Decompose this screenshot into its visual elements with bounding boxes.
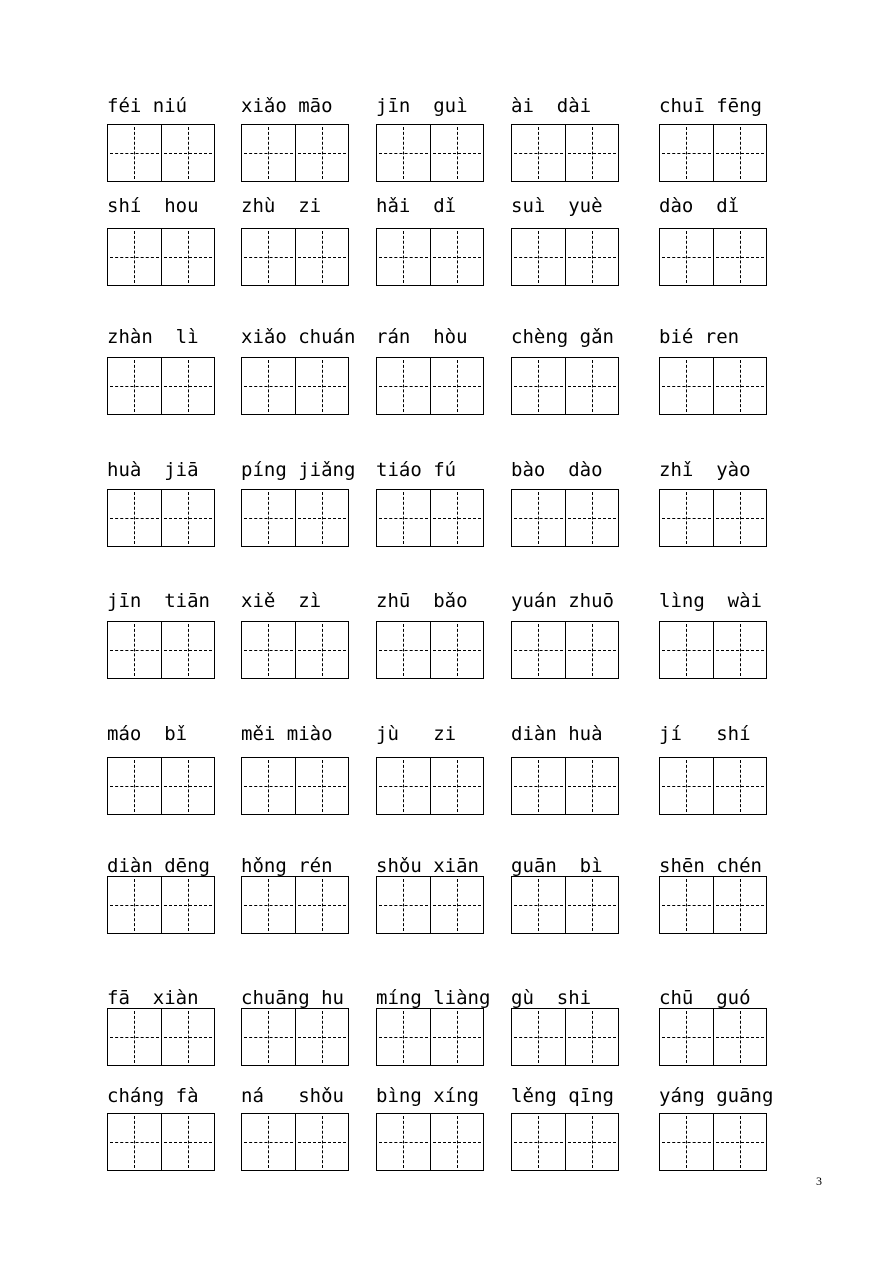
tian-zi-box[interactable]	[161, 758, 214, 814]
tian-zi-box[interactable]	[242, 1009, 295, 1065]
pinyin-label: xiě zì	[241, 590, 322, 612]
tian-zi-box[interactable]	[713, 229, 766, 285]
writing-grid[interactable]	[107, 876, 215, 934]
tian-zi-box[interactable]	[377, 622, 430, 678]
tian-zi-box[interactable]	[161, 877, 214, 933]
tian-zi-box[interactable]	[242, 490, 295, 546]
tian-zi-box[interactable]	[430, 490, 483, 546]
writing-grid[interactable]	[659, 489, 767, 547]
writing-grid[interactable]	[107, 489, 215, 547]
pinyin-label: měi miào	[241, 723, 333, 745]
tian-zi-box[interactable]	[565, 622, 618, 678]
tian-zi-box[interactable]	[108, 877, 161, 933]
tian-zi-box[interactable]	[377, 877, 430, 933]
tian-zi-box[interactable]	[565, 1114, 618, 1170]
pinyin-label: rán hòu	[376, 326, 468, 348]
tian-zi-box[interactable]	[108, 358, 161, 414]
writing-grid[interactable]	[107, 757, 215, 815]
tian-zi-box[interactable]	[295, 1114, 348, 1170]
tian-zi-box[interactable]	[242, 877, 295, 933]
tian-zi-box[interactable]	[713, 125, 766, 181]
writing-grid[interactable]	[241, 757, 349, 815]
tian-zi-box[interactable]	[242, 622, 295, 678]
writing-grid[interactable]	[376, 489, 484, 547]
writing-grid[interactable]	[376, 1008, 484, 1066]
pinyin-label: tiáo fú	[376, 459, 457, 481]
tian-zi-box[interactable]	[660, 877, 713, 933]
pinyin-label: yáng guāng	[659, 1085, 774, 1107]
pinyin-label: xiǎo chuán	[241, 326, 356, 348]
tian-zi-box[interactable]	[161, 490, 214, 546]
tian-zi-box[interactable]	[242, 1114, 295, 1170]
tian-zi-box[interactable]	[660, 490, 713, 546]
pinyin-label: diàn huà	[511, 723, 603, 745]
tian-zi-box[interactable]	[512, 758, 565, 814]
writing-grid[interactable]	[659, 876, 767, 934]
tian-zi-box[interactable]	[161, 622, 214, 678]
pinyin-label: zhū bǎo	[376, 590, 468, 612]
tian-zi-box[interactable]	[713, 358, 766, 414]
tian-zi-box[interactable]	[512, 1114, 565, 1170]
pinyin-label: bìng xíng	[376, 1085, 479, 1107]
pinyin-label: shǒu xiān	[376, 855, 479, 877]
writing-grid[interactable]	[241, 1008, 349, 1066]
tian-zi-box[interactable]	[295, 125, 348, 181]
tian-zi-box[interactable]	[161, 125, 214, 181]
tian-zi-box[interactable]	[713, 877, 766, 933]
tian-zi-box[interactable]	[295, 877, 348, 933]
writing-grid[interactable]	[511, 1113, 619, 1171]
tian-zi-box[interactable]	[430, 1009, 483, 1065]
tian-zi-box[interactable]	[108, 125, 161, 181]
pinyin-label: ná shǒu	[241, 1085, 344, 1107]
writing-grid[interactable]	[241, 489, 349, 547]
writing-grid[interactable]	[376, 1113, 484, 1171]
tian-zi-box[interactable]	[377, 758, 430, 814]
pinyin-label: diàn dēng	[107, 855, 210, 877]
tian-zi-box[interactable]	[295, 358, 348, 414]
tian-zi-box[interactable]	[108, 490, 161, 546]
tian-zi-box[interactable]	[161, 1114, 214, 1170]
pinyin-label: zhù zi	[241, 195, 322, 217]
tian-zi-box[interactable]	[295, 758, 348, 814]
pinyin-label: gù shi	[511, 987, 592, 1009]
pinyin-label: bié ren	[659, 326, 740, 348]
pinyin-label: máo bǐ	[107, 723, 188, 745]
writing-grid[interactable]	[511, 1008, 619, 1066]
tian-zi-box[interactable]	[108, 1114, 161, 1170]
tian-zi-box[interactable]	[660, 1009, 713, 1065]
pinyin-label: jīn guì	[376, 95, 468, 117]
tian-zi-box[interactable]	[565, 490, 618, 546]
tian-zi-box[interactable]	[377, 358, 430, 414]
pinyin-label: chuī fēng	[659, 95, 762, 117]
writing-grid[interactable]	[107, 124, 215, 182]
writing-grid[interactable]	[659, 1008, 767, 1066]
tian-zi-box[interactable]	[512, 125, 565, 181]
tian-zi-box[interactable]	[660, 622, 713, 678]
pinyin-label: píng jiǎng	[241, 459, 356, 481]
tian-zi-box[interactable]	[565, 877, 618, 933]
tian-zi-box[interactable]	[565, 1009, 618, 1065]
pinyin-label: huà jiā	[107, 459, 199, 481]
tian-zi-box[interactable]	[161, 1009, 214, 1065]
pinyin-label: cháng fà	[107, 1085, 199, 1107]
tian-zi-box[interactable]	[713, 1114, 766, 1170]
tian-zi-box[interactable]	[660, 358, 713, 414]
tian-zi-box[interactable]	[713, 622, 766, 678]
tian-zi-box[interactable]	[512, 877, 565, 933]
writing-grid[interactable]	[659, 124, 767, 182]
writing-grid[interactable]	[511, 876, 619, 934]
tian-zi-box[interactable]	[430, 758, 483, 814]
writing-grid[interactable]	[511, 228, 619, 286]
pinyin-label: chuāng hu	[241, 987, 344, 1009]
pinyin-label: jù zi	[376, 723, 457, 745]
tian-zi-box[interactable]	[430, 1114, 483, 1170]
writing-grid[interactable]	[241, 876, 349, 934]
pinyin-label: shēn chén	[659, 855, 762, 877]
tian-zi-box[interactable]	[660, 758, 713, 814]
writing-grid[interactable]	[376, 124, 484, 182]
writing-grid[interactable]	[511, 124, 619, 182]
tian-zi-box[interactable]	[161, 229, 214, 285]
tian-zi-box[interactable]	[295, 229, 348, 285]
tian-zi-box[interactable]	[242, 358, 295, 414]
tian-zi-box[interactable]	[242, 229, 295, 285]
pinyin-label: ài dài	[511, 95, 592, 117]
pinyin-label: fā xiàn	[107, 987, 199, 1009]
writing-grid[interactable]	[511, 621, 619, 679]
writing-grid[interactable]	[659, 357, 767, 415]
pinyin-label: xiǎo māo	[241, 95, 333, 117]
tian-zi-box[interactable]	[660, 1114, 713, 1170]
tian-zi-box[interactable]	[377, 1114, 430, 1170]
tian-zi-box[interactable]	[713, 490, 766, 546]
tian-zi-box[interactable]	[512, 1009, 565, 1065]
tian-zi-box[interactable]	[565, 229, 618, 285]
writing-grid[interactable]	[511, 357, 619, 415]
writing-grid[interactable]	[241, 1113, 349, 1171]
tian-zi-box[interactable]	[161, 358, 214, 414]
pinyin-label: zhǐ yào	[659, 459, 751, 481]
tian-zi-box[interactable]	[430, 877, 483, 933]
writing-grid[interactable]	[241, 124, 349, 182]
page-number: 3	[816, 1174, 822, 1188]
pinyin-label: jí shí	[659, 723, 751, 745]
pinyin-label: shí hou	[107, 195, 199, 217]
tian-zi-box[interactable]	[512, 622, 565, 678]
tian-zi-box[interactable]	[512, 358, 565, 414]
pinyin-label: chèng gǎn	[511, 326, 614, 348]
writing-grid[interactable]	[376, 876, 484, 934]
writing-grid[interactable]	[659, 757, 767, 815]
writing-grid[interactable]	[376, 621, 484, 679]
tian-zi-box[interactable]	[108, 622, 161, 678]
writing-grid[interactable]	[107, 1113, 215, 1171]
tian-zi-box[interactable]	[430, 358, 483, 414]
tian-zi-box[interactable]	[295, 622, 348, 678]
writing-grid[interactable]	[376, 228, 484, 286]
tian-zi-box[interactable]	[377, 490, 430, 546]
writing-grid[interactable]	[241, 228, 349, 286]
pinyin-label: yuán zhuō	[511, 590, 614, 612]
tian-zi-box[interactable]	[242, 758, 295, 814]
writing-grid[interactable]	[107, 357, 215, 415]
tian-zi-box[interactable]	[512, 490, 565, 546]
pinyin-label: míng liàng	[376, 987, 491, 1009]
tian-zi-box[interactable]	[108, 1009, 161, 1065]
tian-zi-box[interactable]	[108, 758, 161, 814]
tian-zi-box[interactable]	[295, 490, 348, 546]
writing-grid[interactable]	[107, 1008, 215, 1066]
tian-zi-box[interactable]	[660, 229, 713, 285]
pinyin-label: chū guó	[659, 987, 751, 1009]
pinyin-label: lěng qīng	[511, 1085, 614, 1107]
writing-grid[interactable]	[107, 228, 215, 286]
tian-zi-box[interactable]	[295, 1009, 348, 1065]
tian-zi-box[interactable]	[377, 229, 430, 285]
tian-zi-box[interactable]	[713, 758, 766, 814]
tian-zi-box[interactable]	[242, 125, 295, 181]
pinyin-label: féi niú	[107, 95, 188, 117]
pinyin-label: jīn tiān	[107, 590, 210, 612]
writing-grid[interactable]	[659, 1113, 767, 1171]
tian-zi-box[interactable]	[430, 125, 483, 181]
writing-grid[interactable]	[241, 621, 349, 679]
writing-grid[interactable]	[511, 757, 619, 815]
tian-zi-box[interactable]	[660, 125, 713, 181]
pinyin-label: bào dào	[511, 459, 603, 481]
tian-zi-box[interactable]	[430, 229, 483, 285]
pinyin-label: guān bì	[511, 855, 603, 877]
writing-grid[interactable]	[107, 621, 215, 679]
writing-grid[interactable]	[659, 228, 767, 286]
writing-grid[interactable]	[659, 621, 767, 679]
tian-zi-box[interactable]	[377, 1009, 430, 1065]
tian-zi-box[interactable]	[108, 229, 161, 285]
pinyin-label: hǎi dǐ	[376, 195, 457, 217]
writing-grid[interactable]	[511, 489, 619, 547]
pinyin-label: lìng wài	[659, 590, 762, 612]
tian-zi-box[interactable]	[512, 229, 565, 285]
tian-zi-box[interactable]	[565, 758, 618, 814]
writing-grid[interactable]	[376, 357, 484, 415]
tian-zi-box[interactable]	[713, 1009, 766, 1065]
pinyin-label: zhàn lì	[107, 326, 199, 348]
writing-grid[interactable]	[241, 357, 349, 415]
pinyin-label: dào dǐ	[659, 195, 740, 217]
writing-grid[interactable]	[376, 757, 484, 815]
tian-zi-box[interactable]	[430, 622, 483, 678]
tian-zi-box[interactable]	[565, 125, 618, 181]
pinyin-label: suì yuè	[511, 195, 603, 217]
tian-zi-box[interactable]	[377, 125, 430, 181]
tian-zi-box[interactable]	[565, 358, 618, 414]
pinyin-label: hǒng rén	[241, 855, 333, 877]
